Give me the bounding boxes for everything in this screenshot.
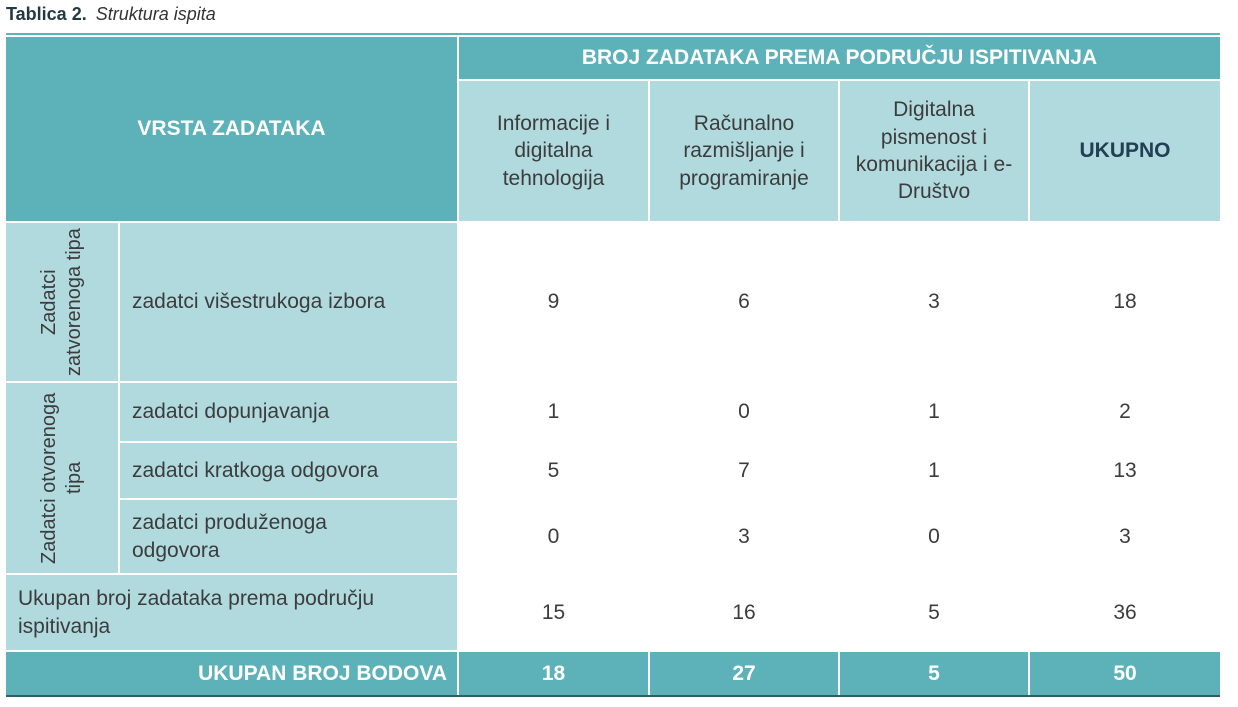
total-tasks-cell: 15 bbox=[459, 575, 648, 650]
table-cell: 7 bbox=[650, 443, 838, 498]
table-cell: 1 bbox=[840, 443, 1028, 498]
total-tasks-cell: 5 bbox=[840, 575, 1028, 650]
row-label: zadatci dopunjavanja bbox=[120, 383, 457, 441]
top-rule bbox=[6, 33, 1220, 35]
caption-title: Struktura ispita bbox=[95, 4, 216, 24]
row-label: zadatci kratkoga odgovora bbox=[120, 443, 457, 498]
group-zatvorenog-text: Zadatci zatvorenoga tipa bbox=[38, 228, 85, 376]
table-cell: 18 bbox=[1030, 223, 1220, 381]
table-cell: 0 bbox=[459, 500, 648, 573]
table-cell: 3 bbox=[650, 500, 838, 573]
total-tasks-label: Ukupan broj zadataka prema području ispitivanja bbox=[6, 575, 457, 650]
table-cell: 13 bbox=[1030, 443, 1220, 498]
table-caption bbox=[6, 4, 216, 25]
total-tasks-cell: 36 bbox=[1030, 575, 1220, 650]
table-cell: 5 bbox=[459, 443, 648, 498]
table-cell: 6 bbox=[650, 223, 838, 381]
total-points-cell: 5 bbox=[840, 652, 1028, 695]
header-col-ukupno: UKUPNO bbox=[1030, 81, 1220, 221]
header-vrsta-zadataka: VRSTA ZADATAKA bbox=[6, 37, 457, 221]
header-col-digitalna: Digitalna pismenost i komunikacija i e-Društvo bbox=[840, 81, 1028, 221]
total-points-cell: 18 bbox=[459, 652, 648, 695]
total-tasks-cell: 16 bbox=[650, 575, 838, 650]
row-label: zadatci višestrukoga izbora bbox=[120, 223, 457, 381]
group-otvorenog-text: Zadatci otvorenoga tipa bbox=[38, 392, 85, 564]
table-cell: 0 bbox=[840, 500, 1028, 573]
group-label-otvorenog bbox=[6, 383, 118, 573]
table-cell: 1 bbox=[840, 383, 1028, 441]
total-points-cell: 27 bbox=[650, 652, 838, 695]
table-cell: 9 bbox=[459, 223, 648, 381]
total-points-label: UKUPAN BROJ BODOVA bbox=[6, 652, 457, 695]
bottom-rule bbox=[6, 695, 1220, 697]
header-group-title: BROJ ZADATAKA PREMA PODRUČJU ISPITIVANJA bbox=[459, 37, 1220, 79]
header-col-racunalno: Računalno razmišljanje i programiranje bbox=[650, 81, 838, 221]
table-cell: 1 bbox=[459, 383, 648, 441]
header-col-informacije: Informacije i digitalna tehnologija bbox=[459, 81, 648, 221]
table-cell: 3 bbox=[840, 223, 1028, 381]
total-points-cell: 50 bbox=[1030, 652, 1220, 695]
caption-label: Tablica 2. bbox=[6, 4, 87, 24]
row-label: zadatci produženoga odgovora bbox=[120, 500, 457, 573]
group-label-zatvorenog bbox=[6, 223, 118, 381]
table-cell: 3 bbox=[1030, 500, 1220, 573]
table-cell: 0 bbox=[650, 383, 838, 441]
table-cell: 2 bbox=[1030, 383, 1220, 441]
